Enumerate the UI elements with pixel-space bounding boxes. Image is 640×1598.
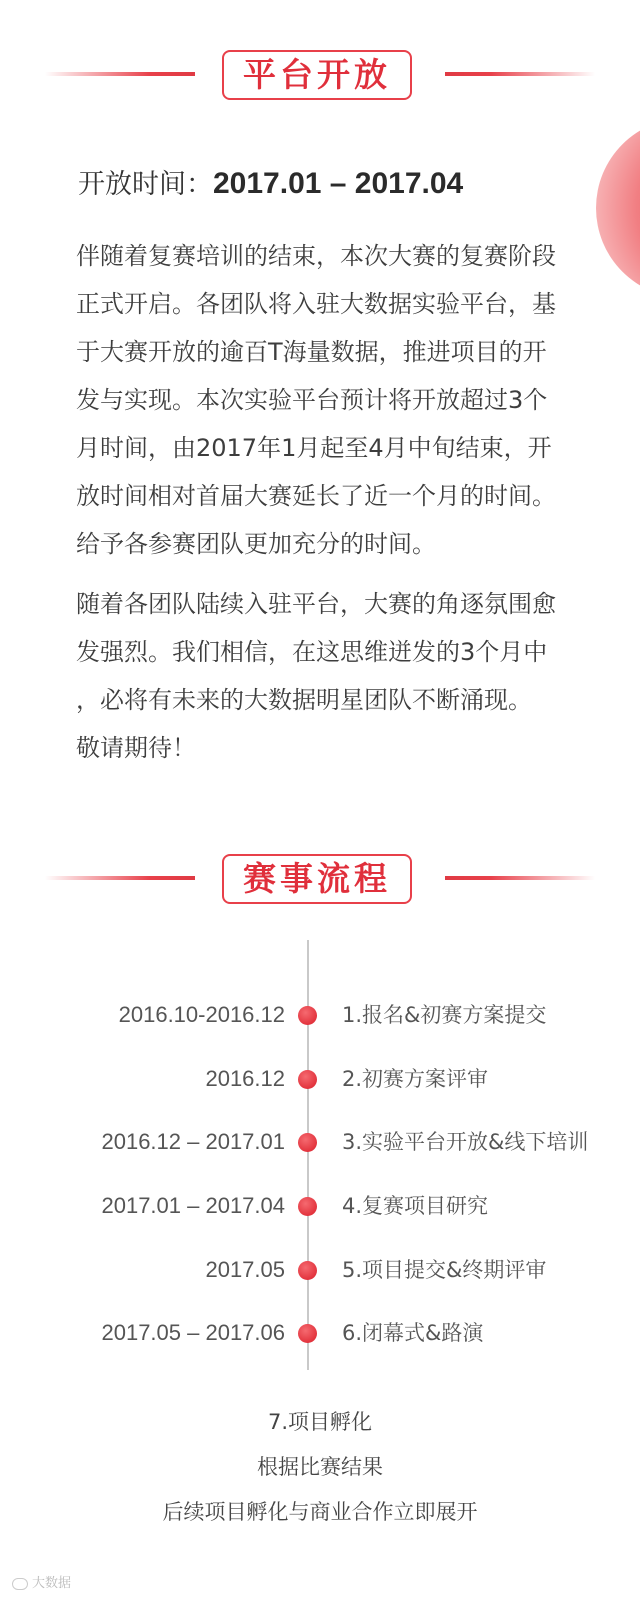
header-line-right (445, 876, 595, 880)
timeline-item: 6.闭幕式&路演 (342, 1321, 484, 1345)
timeline-dot (298, 1261, 317, 1280)
decorative-circle (596, 118, 640, 298)
section-header-platform-open (0, 44, 640, 104)
timeline-dot (298, 1197, 317, 1216)
timeline-date: 2017.05 – 2017.06 (101, 1320, 285, 1345)
timeline-row (0, 1000, 640, 1030)
paragraph-line: 发与实现。本次实验平台预计将开放超过3个 (76, 386, 548, 414)
header-line-right (445, 72, 595, 76)
paragraph-intro (76, 232, 576, 568)
timeline-date: 2016.10-2016.12 (118, 1002, 285, 1027)
paragraph-line: 发强烈。我们相信，在这思维迸发的3个月中 (76, 638, 548, 666)
section-header-schedule (0, 848, 640, 908)
timeline-dot (298, 1006, 317, 1025)
open-time-label: 开放时间： (78, 169, 213, 200)
timeline-dot (298, 1324, 317, 1343)
timeline-date: 2017.05 (205, 1257, 285, 1282)
open-time-value: 2017.01 – 2017.04 (213, 167, 464, 200)
paragraph-line: 月时间，由2017年1月起至4月中旬结束，开 (76, 434, 552, 462)
paragraph-line: 正式开启。各团队将入驻大数据实验平台，基 (76, 290, 556, 318)
timeline-item: 4.复赛项目研究 (342, 1194, 489, 1218)
timeline-dot (298, 1070, 317, 1089)
timeline-row (0, 1318, 640, 1348)
timeline-dot (298, 1133, 317, 1152)
paragraph-line: 放时间相对首届大赛延长了近一个月的时间。 (76, 482, 556, 510)
paragraph-line: 伴随着复赛培训的结束，本次大赛的复赛阶段 (76, 242, 556, 270)
paragraph-line: ，必将有未来的大数据明星团队不断涌现。 (76, 686, 532, 714)
watermark-text: 大数据 (32, 1576, 72, 1591)
timeline-item: 3.实验平台开放&线下培训 (342, 1130, 589, 1154)
section-title: 平台开放 (222, 50, 412, 100)
final-step-title: 7.项目孵化 (267, 1410, 373, 1434)
paragraph-outlook (76, 580, 576, 772)
timeline-row (0, 1255, 640, 1285)
header-line-left (45, 876, 195, 880)
timeline-date: 2016.12 (205, 1066, 285, 1091)
final-step-line: 后续项目孵化与商业合作立即展开 (162, 1500, 478, 1524)
paragraph-line: 敬请期待！ (76, 734, 196, 762)
timeline-row (0, 1064, 640, 1094)
paragraph-line: 给予各参赛团队更加充分的时间。 (76, 530, 436, 558)
timeline-row (0, 1191, 640, 1221)
timeline-item: 2.初赛方案评审 (342, 1067, 489, 1091)
paragraph-line: 随着各团队陆续入驻平台，大赛的角逐氛围愈 (76, 590, 556, 618)
timeline-item: 5.项目提交&终期评审 (342, 1258, 547, 1282)
final-step-line: 根据比赛结果 (257, 1455, 383, 1479)
timeline-row (0, 1127, 640, 1157)
timeline-date: 2017.01 – 2017.04 (101, 1193, 285, 1218)
section-title: 赛事流程 (222, 854, 412, 904)
paragraph-line: 于大赛开放的逾百T海量数据，推进项目的开 (76, 338, 547, 366)
watermark (12, 1572, 71, 1591)
timeline-item: 1.报名&初赛方案提交 (342, 1003, 547, 1027)
wechat-logo-icon (12, 1578, 28, 1590)
timeline-date: 2016.12 – 2017.01 (101, 1129, 285, 1154)
header-line-left (45, 72, 195, 76)
open-time (78, 162, 463, 201)
